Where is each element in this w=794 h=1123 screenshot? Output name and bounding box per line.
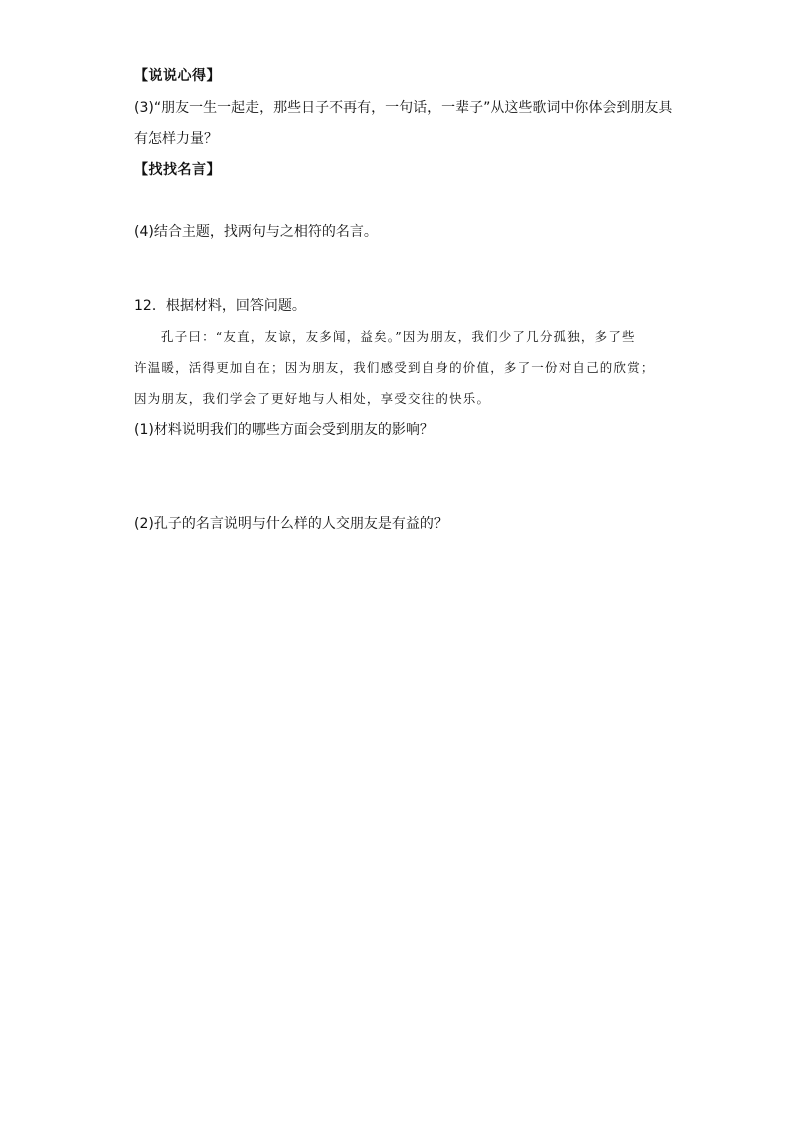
section-heading-discuss: 【说说心得】 xyxy=(134,68,221,84)
section-heading-quotes: 【找找名言】 xyxy=(134,162,221,178)
question-12-title: 12．根据材料，回答问题。 xyxy=(134,298,306,314)
material-line-1: 孔子曰：“友直，友谅，友多闻，益矣。”因为朋友，我们少了几分孤独，多了些 xyxy=(161,329,636,344)
question-12-sub-2: (2)孔子的名言说明与什么样的人交朋友是有益的？ xyxy=(134,516,448,532)
question-3-line-2: 有怎样力量？ xyxy=(134,131,218,147)
question-12-sub-1: (1)材料说明我们的哪些方面会受到朋友的影响？ xyxy=(134,422,434,438)
question-3-line-1: (3)“朋友一生一起走，那些日子不再有，一句话，一辈子”从这些歌词中你体会到朋友具 xyxy=(134,100,673,116)
material-line-3: 因为朋友，我们学会了更好地与人相处，享受交往的快乐。 xyxy=(134,391,491,406)
material-line-2: 许温暖，活得更加自在；因为朋友，我们感受到自身的价值，多了一份对自己的欣赏； xyxy=(134,360,655,375)
question-4: (4)结合主题，找两句与之相符的名言。 xyxy=(134,224,378,240)
